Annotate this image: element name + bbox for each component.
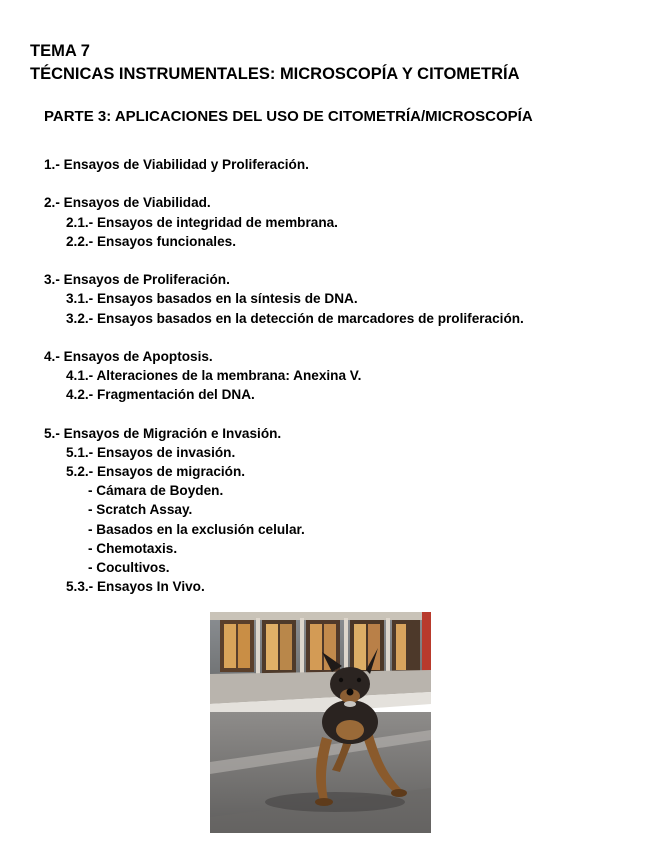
subitem-chemotaxis: - Chemotaxis.	[88, 540, 178, 556]
subitem-scratch: - Scratch Assay.	[88, 502, 193, 518]
table-of-contents	[44, 155, 524, 596]
section-1-title: 1.- Ensayos de Viabilidad y Proliferación.	[44, 157, 309, 172]
item-2-2: 2.2.- Ensayos funcionales.	[66, 233, 236, 249]
item-4-2: 4.2.- Fragmentación del DNA.	[66, 387, 255, 403]
subitem-exclusion: - Basados en la exclusión celular.	[88, 521, 305, 537]
part-title: PARTE 3: APLICACIONES DEL USO DE CITOMETRÍA/MICROSCOPÍA	[44, 108, 533, 125]
item-4-1: 4.1.- Alteraciones de la membrana: Anexina V.	[66, 368, 362, 384]
section-2-title: 2.- Ensayos de Viabilidad.	[44, 195, 211, 211]
subitem-boyden: - Cámara de Boyden.	[88, 483, 224, 499]
item-5-1: 5.1.- Ensayos de invasión.	[66, 444, 236, 460]
subitem-cocultivos: - Cocultivos.	[88, 559, 170, 575]
section-5-title: 5.- Ensayos de Migración e Invasión.	[44, 425, 282, 441]
dog-photo	[210, 612, 431, 833]
item-2-1: 2.1.- Ensayos de integridad de membrana.	[66, 214, 338, 230]
item-5-2: 5.2.- Ensayos de migración.	[66, 464, 246, 479]
item-3-1: 3.1.- Ensayos basados en la síntesis de DNA.	[66, 291, 358, 307]
section-3-title: 3.- Ensayos de Proliferación.	[44, 272, 230, 288]
item-5-3: 5.3.- Ensayos In Vivo.	[66, 579, 205, 595]
section-4-title: 4.- Ensayos de Apoptosis.	[44, 348, 213, 364]
tema-label: TEMA 7	[30, 42, 90, 60]
page-title: TÉCNICAS INSTRUMENTALES: MICROSCOPÍA Y CITOMETRÍA	[30, 65, 520, 83]
item-3-2: 3.2.- Ensayos basados en la detección de marcadores de proliferación.	[66, 310, 524, 326]
